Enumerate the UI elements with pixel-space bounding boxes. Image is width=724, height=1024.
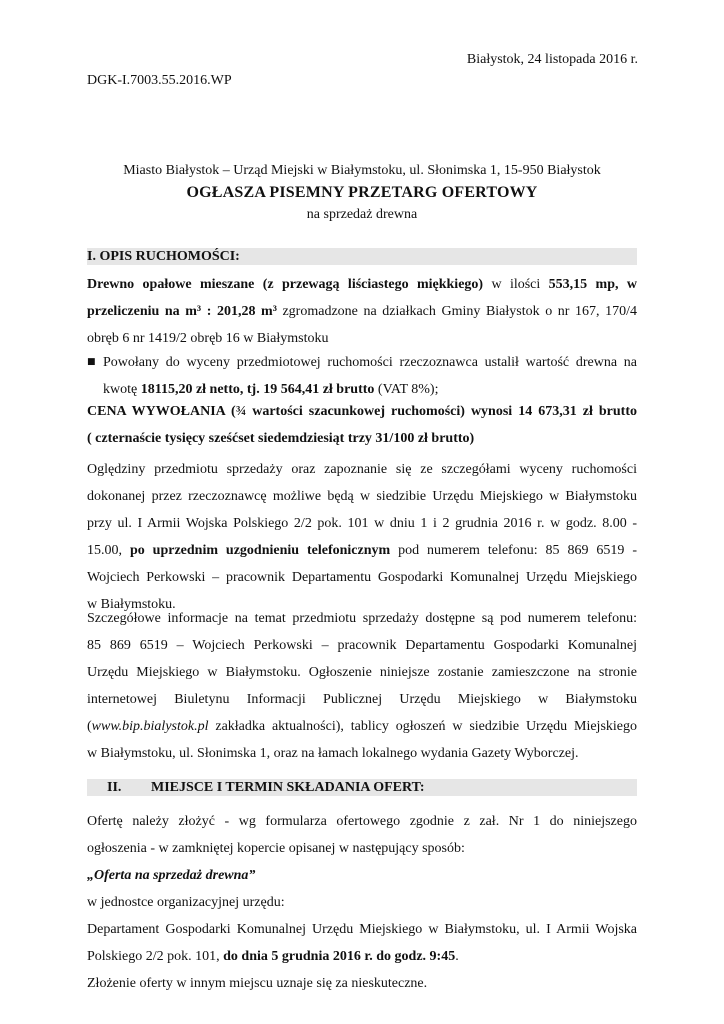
inspection-line-6: w Białymstoku.: [87, 597, 176, 612]
bullet-amount: 18115,20 zł netto, tj. 19 564,41 zł brutto: [140, 382, 375, 397]
section-2-number: II.: [107, 780, 122, 795]
section-1-heading-text: I. OPIS RUCHOMOŚCI:: [87, 249, 240, 264]
item-description: [87, 271, 637, 352]
details-paren: (: [87, 719, 92, 734]
offer-line-7: Złożenie oferty w innym miejscu uznaje się za nieskuteczne.: [87, 976, 428, 991]
bullet-text-1: Powołany do wyceny przedmiotowej ruchomości rzeczoznawca ustalił wartość drewna na: [103, 355, 637, 370]
announcement-title: OGŁASZA PISEMNY PRZETARG OFERTOWY: [186, 184, 538, 201]
bullet-line-1: [87, 349, 637, 376]
envelope-label: „Oferta na sprzedaż drewna”: [87, 868, 256, 883]
inspection-line-2: dokonanej przez rzeczoznawcę możliwe będą w siedzibie Urzędu Miejskiego w Białymstoku: [87, 489, 637, 504]
offer-line-1: Ofertę należy złożyć - wg formularza ofertowego zgodnie z zał. Nr 1 do niniejszego: [87, 814, 637, 829]
offer-address: Polskiego 2/2 pok. 101,: [87, 949, 224, 964]
details-rest: zakładka aktualności), tablicy ogłoszeń w siedzibie Urzędu Miejskiego: [208, 719, 637, 734]
document-date: Białystok, 24 listopada 2016 r.: [466, 52, 638, 67]
desc-bold-1: Drewno opałowe mieszane (z przewagą liściastego miękkiego): [87, 277, 484, 292]
desc-line-2: [87, 298, 637, 325]
details-line-3: Urzędu Miejskiego w Białymstoku. Ogłoszenie niniejsze zostanie zamieszczone na stronie: [87, 665, 637, 680]
desc-line-1: [87, 271, 637, 298]
bip-website-link[interactable]: www.bip.bialystok.pl: [91, 719, 209, 734]
square-bullet-icon: ■: [87, 357, 96, 367]
desc-bold-2: 553,15 mp, w: [548, 277, 637, 292]
valuation-bullet: [87, 349, 637, 403]
desc-plain-1: w ilości: [483, 277, 549, 292]
details-line-4: internetowej Biuletynu Informacji Publicznej Urzędu Miejskiego w Białymstoku: [87, 692, 637, 707]
inspection-phone-note: po uprzednim uzgodnieniu telefonicznym: [129, 543, 391, 558]
inspection-paragraph: [87, 456, 637, 618]
inspection-line-3: przy ul. I Armii Wojska Polskiego 2/2 pok. 101 w dniu 1 i 2 grudnia 2016 r. w godz. 8.00 -: [87, 516, 637, 531]
announcement-intro: [87, 160, 637, 226]
offer-line-5: Departament Gospodarki Komunalnej Urzędu Miejskiego w Białymstoku, ul. I Armii Wojska: [87, 922, 637, 937]
details-paragraph: [87, 605, 637, 767]
offer-line-2: ogłoszenia - w zamkniętej kopercie opisanej w następujący sposób:: [87, 841, 465, 856]
announcement-subtitle: na sprzedaż drewna: [306, 207, 418, 222]
offer-period: .: [455, 949, 459, 964]
inspection-phone: pod numerem telefonu: 85 869 6519 -: [390, 543, 637, 558]
section-2-heading: [87, 779, 637, 796]
price-line-2: ( czternaście tysięcy sześćset siedemdziesiąt trzy 31/100 zł brutto): [87, 431, 475, 446]
bullet-plain: kwotę: [103, 382, 141, 397]
offer-line-6: [87, 943, 637, 970]
offer-line-4: w jednostce organizacyjnej urzędu:: [87, 895, 285, 910]
inspection-line-5: Wojciech Perkowski – pracownik Departamentu Gospodarki Komunalnej Urzędu Miejskiego: [87, 570, 637, 585]
inspection-time: 15.00,: [87, 543, 130, 558]
bullet-vat: (VAT 8%);: [374, 382, 439, 397]
reference-number: DGK-I.7003.55.2016.WP: [87, 73, 232, 88]
details-line-2: 85 869 6519 – Wojciech Perkowski – pracownik Departamentu Gospodarki Komunalnej: [87, 638, 637, 653]
section-1-heading: [87, 248, 637, 265]
details-line-1: Szczegółowe informacje na temat przedmiotu sprzedaży dostępne są pod numerem telefonu:: [87, 611, 637, 626]
issuer-line: Miasto Białystok – Urząd Miejski w Białymstoku, ul. Słonimska 1, 15-950 Białystok: [123, 163, 601, 178]
desc-plain-2: zgromadzone na działkach Gminy Białystok o nr 167, 170/4: [276, 304, 637, 319]
inspection-line-4: [87, 537, 637, 564]
desc-bold-3: przeliczeniu na m³ : 201,28 m³: [87, 304, 277, 319]
details-line-5: [87, 713, 637, 740]
starting-price: [87, 398, 637, 452]
details-line-6: w Białymstoku, ul. Słonimska 1, oraz na łamach lokalnego wydania Gazety Wyborczej.: [87, 746, 579, 761]
price-line-1: CENA WYWOŁANIA (¾ wartości szacunkowej ruchomości) wynosi 14 673,31 zł brutto: [87, 404, 637, 419]
desc-line-3: obręb 6 nr 1419/2 obręb 16 w Białymstoku: [87, 331, 329, 346]
offer-instructions: [87, 808, 637, 997]
section-2-heading-text: MIEJSCE I TERMIN SKŁADANIA OFERT:: [151, 780, 425, 795]
inspection-line-1: Oględziny przedmiotu sprzedaży oraz zapoznanie się ze szczegółami wyceny ruchomości: [87, 462, 637, 477]
offer-deadline: do dnia 5 grudnia 2016 r. do godz. 9:45: [223, 949, 456, 964]
